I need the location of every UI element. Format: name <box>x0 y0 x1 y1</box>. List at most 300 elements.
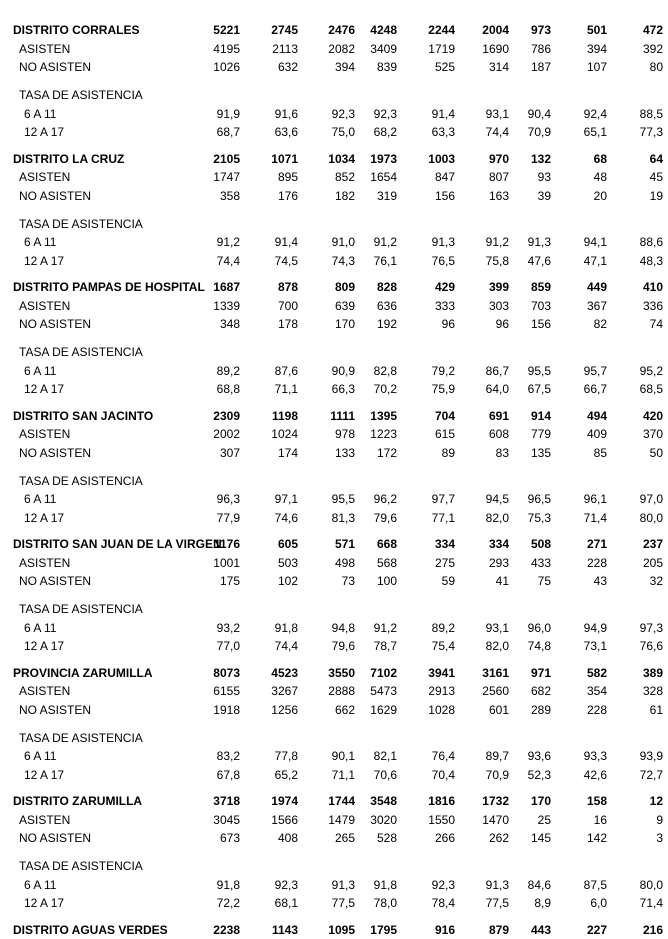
value-cell: 92,3 <box>373 106 397 121</box>
value-cell: 3020 <box>370 812 397 827</box>
row-label: TASA DE ASISTENCIA <box>19 602 143 617</box>
row-label: DISTRITO LA CRUZ <box>13 151 125 166</box>
value-cell: 1198 <box>271 408 298 423</box>
row-spacer <box>0 848 668 858</box>
value-cell: 87,5 <box>583 877 607 892</box>
no-asisten-row <box>0 572 668 591</box>
value-cell: 895 <box>277 170 298 185</box>
value-cell: 170 <box>334 317 355 332</box>
row-label: 12 A 17 <box>24 253 65 268</box>
row-label: 6 A 11 <box>24 363 57 378</box>
tasa-heading-row <box>0 857 668 876</box>
age-12-17-row <box>0 509 668 528</box>
value-cell: 668 <box>376 537 397 552</box>
value-cell: 429 <box>434 280 455 295</box>
value-cell: 71,1 <box>274 382 298 397</box>
value-cell: 1654 <box>370 170 397 185</box>
row-label: TASA DE ASISTENCIA <box>19 730 143 745</box>
value-cell: 156 <box>434 188 455 203</box>
value-cell: 96,1 <box>583 492 607 507</box>
value-cell: 19 <box>649 188 663 203</box>
value-cell: 525 <box>434 60 455 75</box>
row-spacer <box>0 205 668 215</box>
value-cell: 20 <box>593 188 607 203</box>
value-cell: 508 <box>530 537 551 552</box>
value-cell: 32 <box>649 574 663 589</box>
value-cell: 95,5 <box>331 492 355 507</box>
value-cell: 89 <box>441 445 455 460</box>
value-cell: 1003 <box>428 151 455 166</box>
row-label: 12 A 17 <box>24 639 65 654</box>
value-cell: 2238 <box>213 922 240 937</box>
value-cell: 82,0 <box>485 510 509 525</box>
value-cell: 433 <box>530 555 551 570</box>
value-cell: 3 <box>656 831 663 846</box>
value-cell: 192 <box>376 317 397 332</box>
value-cell: 96,5 <box>527 492 551 507</box>
value-cell: 673 <box>219 831 240 846</box>
value-cell: 370 <box>642 427 663 442</box>
value-cell: 6,0 <box>590 896 607 911</box>
row-spacer <box>0 719 668 729</box>
value-cell: 95,7 <box>583 363 607 378</box>
value-cell: 74,5 <box>274 253 298 268</box>
row-label: DISTRITO ZARUMILLA <box>13 794 143 809</box>
row-label: TASA DE ASISTENCIA <box>19 859 143 874</box>
value-cell: 12 <box>649 794 663 809</box>
value-cell: 420 <box>642 408 663 423</box>
row-spacer <box>0 591 668 601</box>
value-cell: 96,3 <box>216 492 240 507</box>
no-asisten-row <box>0 701 668 720</box>
age-12-17-row <box>0 894 668 913</box>
value-cell: 1687 <box>213 280 240 295</box>
age-6-11-row <box>0 876 668 895</box>
district-total-row <box>0 535 668 554</box>
row-spacer <box>0 270 668 278</box>
value-cell: 80 <box>649 60 663 75</box>
no-asisten-row <box>0 187 668 206</box>
value-cell: 262 <box>488 831 509 846</box>
value-cell: 2002 <box>213 427 240 442</box>
value-cell: 615 <box>434 427 455 442</box>
value-cell: 47,1 <box>583 253 607 268</box>
asisten-row <box>0 297 668 316</box>
value-cell: 2082 <box>328 41 355 56</box>
value-cell: 94,1 <box>583 235 607 250</box>
value-cell: 77,0 <box>216 639 240 654</box>
asisten-row <box>0 168 668 187</box>
row-label: ASISTEN <box>19 298 71 313</box>
value-cell: 92,3 <box>274 877 298 892</box>
value-cell: 79,2 <box>431 363 455 378</box>
value-cell: 91,2 <box>373 235 397 250</box>
value-cell: 48,3 <box>639 253 663 268</box>
value-cell: 74,6 <box>274 510 298 525</box>
value-cell: 449 <box>586 280 607 295</box>
value-cell: 142 <box>586 831 607 846</box>
value-cell: 978 <box>334 427 355 442</box>
row-spacer <box>0 656 668 664</box>
value-cell: 3267 <box>271 684 298 699</box>
value-cell: 93,6 <box>527 749 551 764</box>
value-cell: 75,9 <box>431 382 455 397</box>
value-cell: 72,2 <box>216 896 240 911</box>
row-label: NO ASISTEN <box>19 317 92 332</box>
value-cell: 93 <box>537 170 551 185</box>
value-cell: 93,2 <box>216 620 240 635</box>
value-cell: 914 <box>530 408 551 423</box>
value-cell: 809 <box>334 280 355 295</box>
value-cell: 394 <box>586 41 607 56</box>
value-cell: 61 <box>649 702 663 717</box>
value-cell: 156 <box>530 317 551 332</box>
value-cell: 50 <box>649 445 663 460</box>
value-cell: 1744 <box>328 794 355 809</box>
value-cell: 74,8 <box>527 639 551 654</box>
value-cell: 78,7 <box>373 639 397 654</box>
value-cell: 75,3 <box>527 510 551 525</box>
value-cell: 91,8 <box>373 877 397 892</box>
value-cell: 71,1 <box>331 767 355 782</box>
value-cell: 636 <box>376 298 397 313</box>
value-cell: 1143 <box>271 922 298 937</box>
row-label: 12 A 17 <box>24 382 65 397</box>
age-6-11-row <box>0 105 668 124</box>
value-cell: 75,4 <box>431 639 455 654</box>
value-cell: 571 <box>334 537 355 552</box>
no-asisten-row <box>0 829 668 848</box>
row-spacer <box>0 462 668 472</box>
value-cell: 2476 <box>328 23 355 38</box>
value-cell: 75,0 <box>331 125 355 140</box>
value-cell: 1690 <box>482 41 509 56</box>
value-cell: 582 <box>586 665 607 680</box>
row-label: 6 A 11 <box>24 877 57 892</box>
value-cell: 76,6 <box>639 639 663 654</box>
value-cell: 39 <box>537 188 551 203</box>
value-cell: 97,3 <box>639 620 663 635</box>
no-asisten-row <box>0 315 668 334</box>
value-cell: 89,7 <box>485 749 509 764</box>
value-cell: 91,9 <box>216 106 240 121</box>
value-cell: 3550 <box>328 665 355 680</box>
value-cell: 443 <box>530 922 551 937</box>
tasa-heading-row <box>0 343 668 362</box>
value-cell: 1816 <box>428 794 455 809</box>
district-total-row <box>0 664 668 683</box>
row-label: 6 A 11 <box>24 749 57 764</box>
value-cell: 1974 <box>271 794 298 809</box>
value-cell: 91,3 <box>527 235 551 250</box>
value-cell: 501 <box>586 23 607 38</box>
value-cell: 5473 <box>370 684 397 699</box>
value-cell: 70,9 <box>485 767 509 782</box>
value-cell: 79,6 <box>373 510 397 525</box>
value-cell: 64,0 <box>485 382 509 397</box>
value-cell: 91,2 <box>216 235 240 250</box>
value-cell: 182 <box>334 188 355 203</box>
row-spacer <box>0 913 668 921</box>
value-cell: 65,1 <box>583 125 607 140</box>
row-label: TASA DE ASISTENCIA <box>19 88 143 103</box>
row-spacer <box>0 527 668 535</box>
value-cell: 348 <box>219 317 240 332</box>
value-cell: 178 <box>277 317 298 332</box>
value-cell: 83,2 <box>216 749 240 764</box>
value-cell: 334 <box>434 537 455 552</box>
value-cell: 319 <box>376 188 397 203</box>
value-cell: 74,4 <box>216 253 240 268</box>
row-spacer <box>0 77 668 87</box>
row-label: ASISTEN <box>19 684 71 699</box>
value-cell: 1024 <box>271 427 298 442</box>
value-cell: 90,4 <box>527 106 551 121</box>
value-cell: 1732 <box>482 794 509 809</box>
value-cell: 59 <box>441 574 455 589</box>
value-cell: 95,5 <box>527 363 551 378</box>
value-cell: 859 <box>530 280 551 295</box>
value-cell: 80,0 <box>639 877 663 892</box>
value-cell: 172 <box>376 445 397 460</box>
value-cell: 2004 <box>482 23 509 38</box>
value-cell: 102 <box>277 574 298 589</box>
value-cell: 358 <box>219 188 240 203</box>
value-cell: 2745 <box>271 23 298 38</box>
row-spacer <box>0 399 668 407</box>
value-cell: 1111 <box>330 408 355 423</box>
tasa-heading-row <box>0 215 668 234</box>
value-cell: 394 <box>334 60 355 75</box>
tasa-heading-row <box>0 600 668 619</box>
value-cell: 72,7 <box>639 767 663 782</box>
value-cell: 289 <box>530 702 551 717</box>
value-cell: 503 <box>277 555 298 570</box>
age-6-11-row <box>0 747 668 766</box>
age-6-11-row <box>0 619 668 638</box>
row-label: 6 A 11 <box>24 106 57 121</box>
value-cell: 3718 <box>213 794 240 809</box>
value-cell: 91,4 <box>274 235 298 250</box>
value-cell: 1256 <box>271 702 298 717</box>
value-cell: 63,6 <box>274 125 298 140</box>
value-cell: 67,5 <box>527 382 551 397</box>
value-cell: 328 <box>642 684 663 699</box>
age-6-11-row <box>0 233 668 252</box>
value-cell: 971 <box>530 665 551 680</box>
value-cell: 92,3 <box>331 106 355 121</box>
value-cell: 94,8 <box>331 620 355 635</box>
value-cell: 70,6 <box>373 767 397 782</box>
value-cell: 568 <box>376 555 397 570</box>
value-cell: 88,6 <box>639 235 663 250</box>
no-asisten-row <box>0 444 668 463</box>
value-cell: 42,6 <box>583 767 607 782</box>
row-label: ASISTEN <box>19 812 71 827</box>
value-cell: 80,0 <box>639 510 663 525</box>
value-cell: 275 <box>434 555 455 570</box>
value-cell: 605 <box>277 537 298 552</box>
row-label: 12 A 17 <box>24 125 65 140</box>
value-cell: 307 <box>219 445 240 460</box>
row-label: TASA DE ASISTENCIA <box>19 473 143 488</box>
district-total-row <box>0 792 668 811</box>
value-cell: 5221 <box>213 23 240 38</box>
value-cell: 1550 <box>428 812 455 827</box>
value-cell: 67,8 <box>216 767 240 782</box>
no-asisten-row <box>0 58 668 77</box>
value-cell: 68,1 <box>274 896 298 911</box>
value-cell: 271 <box>586 537 607 552</box>
value-cell: 392 <box>642 41 663 56</box>
value-cell: 408 <box>277 831 298 846</box>
value-cell: 170 <box>530 794 551 809</box>
value-cell: 4195 <box>213 41 240 56</box>
value-cell: 1470 <box>482 812 509 827</box>
value-cell: 70,9 <box>527 125 551 140</box>
value-cell: 6155 <box>213 684 240 699</box>
row-label: ASISTEN <box>19 427 71 442</box>
value-cell: 132 <box>530 151 551 166</box>
value-cell: 135 <box>530 445 551 460</box>
value-cell: 2105 <box>213 151 240 166</box>
value-cell: 74,4 <box>274 639 298 654</box>
value-cell: 75,8 <box>485 253 509 268</box>
tasa-heading-row <box>0 472 668 491</box>
value-cell: 93,3 <box>583 749 607 764</box>
value-cell: 96,2 <box>373 492 397 507</box>
value-cell: 779 <box>530 427 551 442</box>
value-cell: 97,7 <box>431 492 455 507</box>
row-label: NO ASISTEN <box>19 445 92 460</box>
row-label: 6 A 11 <box>24 235 57 250</box>
value-cell: 1566 <box>271 812 298 827</box>
value-cell: 78,0 <box>373 896 397 911</box>
row-label: NO ASISTEN <box>19 831 92 846</box>
value-cell: 96,0 <box>527 620 551 635</box>
value-cell: 786 <box>530 41 551 56</box>
value-cell: 1918 <box>213 702 240 717</box>
value-cell: 970 <box>488 151 509 166</box>
value-cell: 852 <box>334 170 355 185</box>
value-cell: 91,3 <box>485 877 509 892</box>
value-cell: 96 <box>441 317 455 332</box>
value-cell: 78,4 <box>431 896 455 911</box>
value-cell: 91,4 <box>431 106 455 121</box>
row-label: DISTRITO CORRALES <box>13 23 140 38</box>
value-cell: 528 <box>376 831 397 846</box>
value-cell: 73 <box>341 574 355 589</box>
value-cell: 77,9 <box>216 510 240 525</box>
value-cell: 66,3 <box>331 382 355 397</box>
asisten-row <box>0 554 668 573</box>
value-cell: 662 <box>334 702 355 717</box>
value-cell: 1071 <box>271 151 298 166</box>
tasa-heading-row <box>0 729 668 748</box>
value-cell: 1795 <box>370 922 397 937</box>
row-label: NO ASISTEN <box>19 702 92 717</box>
value-cell: 82,8 <box>373 363 397 378</box>
value-cell: 973 <box>530 23 551 38</box>
row-label: ASISTEN <box>19 555 71 570</box>
value-cell: 3409 <box>370 41 397 56</box>
value-cell: 303 <box>488 298 509 313</box>
value-cell: 174 <box>277 445 298 460</box>
value-cell: 703 <box>530 298 551 313</box>
value-cell: 3045 <box>213 812 240 827</box>
age-12-17-row <box>0 766 668 785</box>
row-label: DISTRITO SAN JACINTO <box>13 408 154 423</box>
value-cell: 163 <box>488 188 509 203</box>
value-cell: 2560 <box>482 684 509 699</box>
value-cell: 9 <box>656 812 663 827</box>
value-cell: 90,1 <box>331 749 355 764</box>
value-cell: 410 <box>642 280 663 295</box>
district-total-row <box>0 278 668 297</box>
value-cell: 68 <box>593 151 607 166</box>
value-cell: 879 <box>488 922 509 937</box>
value-cell: 73,1 <box>583 639 607 654</box>
value-cell: 66,7 <box>583 382 607 397</box>
value-cell: 93,1 <box>485 106 509 121</box>
value-cell: 176 <box>277 188 298 203</box>
value-cell: 1028 <box>428 702 455 717</box>
value-cell: 498 <box>334 555 355 570</box>
value-cell: 4248 <box>370 23 397 38</box>
value-cell: 92,3 <box>431 877 455 892</box>
value-cell: 77,1 <box>431 510 455 525</box>
value-cell: 1001 <box>213 555 240 570</box>
value-cell: 65,2 <box>274 767 298 782</box>
value-cell: 1223 <box>370 427 397 442</box>
district-total-row <box>0 921 668 939</box>
value-cell: 45 <box>649 170 663 185</box>
value-cell: 145 <box>530 831 551 846</box>
value-cell: 92,4 <box>583 106 607 121</box>
row-label: 6 A 11 <box>24 492 57 507</box>
row-spacer <box>0 784 668 792</box>
value-cell: 228 <box>586 702 607 717</box>
value-cell: 77,5 <box>485 896 509 911</box>
value-cell: 472 <box>642 23 663 38</box>
row-label: 12 A 17 <box>24 896 65 911</box>
value-cell: 76,1 <box>373 253 397 268</box>
value-cell: 93,9 <box>639 749 663 764</box>
value-cell: 389 <box>642 665 663 680</box>
value-cell: 608 <box>488 427 509 442</box>
value-cell: 333 <box>434 298 455 313</box>
value-cell: 3161 <box>482 665 509 680</box>
value-cell: 94,5 <box>485 492 509 507</box>
value-cell: 91,8 <box>216 877 240 892</box>
value-cell: 74 <box>649 317 663 332</box>
value-cell: 85 <box>593 445 607 460</box>
value-cell: 71,4 <box>583 510 607 525</box>
value-cell: 25 <box>537 812 551 827</box>
district-total-row <box>0 21 668 40</box>
value-cell: 76,5 <box>431 253 455 268</box>
value-cell: 266 <box>434 831 455 846</box>
district-total-row <box>0 407 668 426</box>
value-cell: 91,3 <box>331 877 355 892</box>
value-cell: 700 <box>277 298 298 313</box>
row-label: TASA DE ASISTENCIA <box>19 345 143 360</box>
value-cell: 97,1 <box>274 492 298 507</box>
value-cell: 8073 <box>213 665 240 680</box>
value-cell: 807 <box>488 170 509 185</box>
value-cell: 96 <box>495 317 509 332</box>
value-cell: 3941 <box>428 665 455 680</box>
